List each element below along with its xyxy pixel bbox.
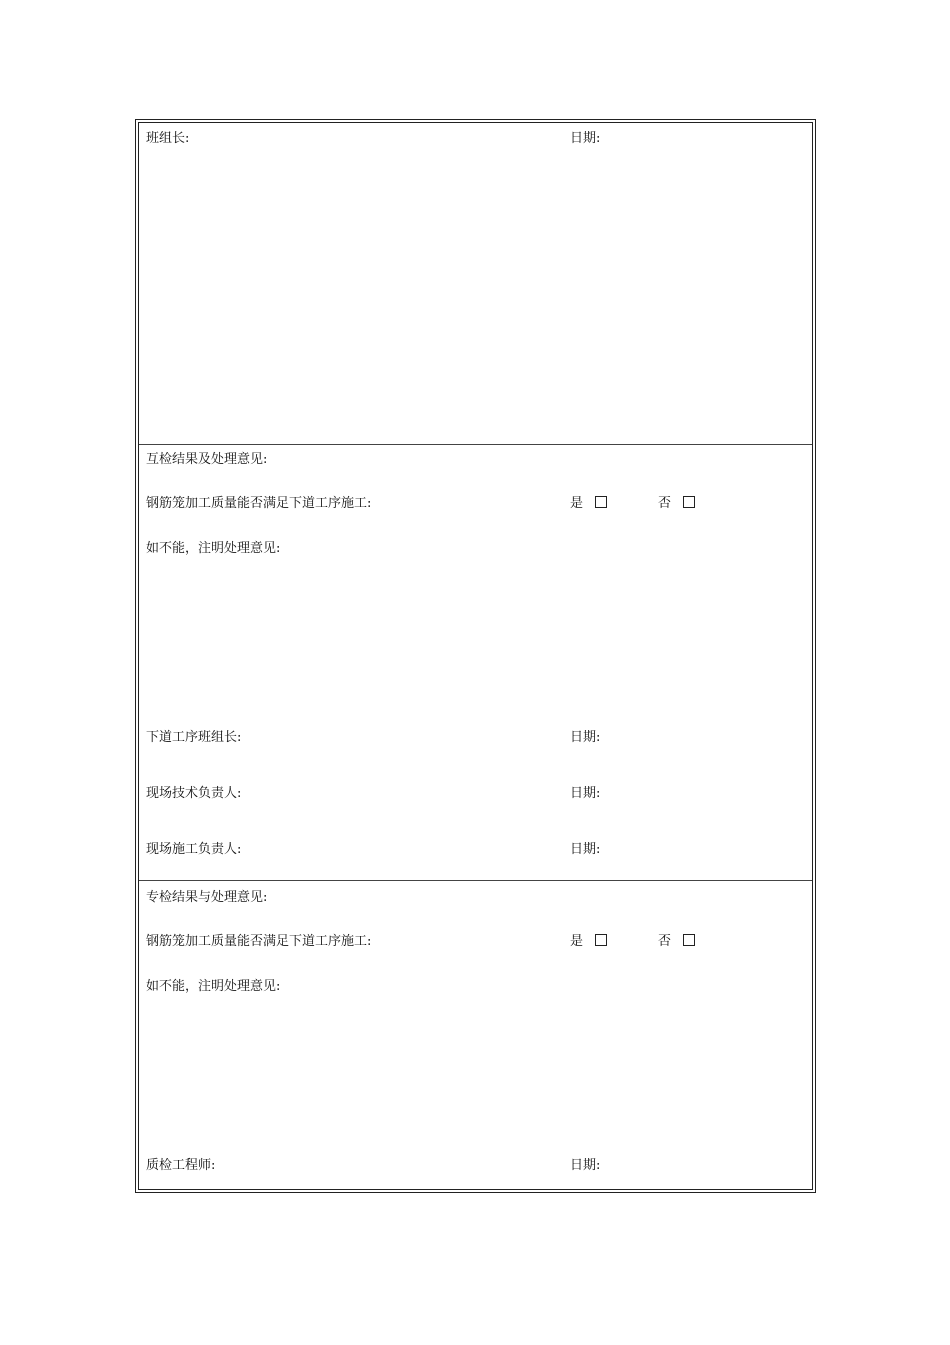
special-no-checkbox[interactable] bbox=[683, 934, 695, 946]
inspection-form-inner-border bbox=[138, 122, 813, 1190]
special-yes-label: 是 bbox=[570, 934, 584, 949]
mutual-yes-checkbox[interactable] bbox=[595, 496, 607, 508]
mutual-no-option[interactable] bbox=[658, 496, 695, 512]
mutual-yes-label: 是 bbox=[570, 496, 584, 511]
mutual-inspection-question: 钢筋笼加工质量能否满足下道工序施工: bbox=[146, 496, 372, 511]
inspection-form bbox=[135, 119, 816, 1193]
special-inspection-question: 钢筋笼加工质量能否满足下道工序施工: bbox=[146, 934, 372, 949]
mutual-inspection-title: 互检结果及处理意见: bbox=[146, 452, 268, 467]
special-if-not-note: 如不能，注明处理意见: bbox=[146, 979, 281, 994]
mutual-inspection-section bbox=[139, 445, 812, 881]
mutual-no-checkbox[interactable] bbox=[683, 496, 695, 508]
special-yes-checkbox[interactable] bbox=[595, 934, 607, 946]
tech-lead-label: 现场技术负责人: bbox=[146, 786, 242, 801]
special-no-option[interactable] bbox=[658, 934, 695, 950]
next-process-leader-label: 下道工序班组长: bbox=[146, 730, 242, 745]
quality-inspector-date-label: 日期: bbox=[570, 1158, 601, 1173]
mutual-yes-option[interactable] bbox=[570, 496, 607, 512]
special-inspection-section bbox=[139, 881, 812, 1193]
quality-inspector-label: 质检工程师: bbox=[146, 1158, 216, 1173]
special-yes-option[interactable] bbox=[570, 934, 607, 950]
team-leader-date-label: 日期: bbox=[570, 131, 601, 146]
team-leader-label: 班组长: bbox=[146, 131, 190, 146]
mutual-if-not-note: 如不能，注明处理意见: bbox=[146, 541, 281, 556]
construction-lead-date-label: 日期: bbox=[570, 842, 601, 857]
special-inspection-title: 专检结果与处理意见: bbox=[146, 890, 268, 905]
next-process-leader-date-label: 日期: bbox=[570, 730, 601, 745]
special-no-label: 否 bbox=[658, 934, 672, 949]
team-leader-section bbox=[139, 123, 812, 445]
mutual-no-label: 否 bbox=[658, 496, 672, 511]
tech-lead-date-label: 日期: bbox=[570, 786, 601, 801]
construction-lead-label: 现场施工负责人: bbox=[146, 842, 242, 857]
